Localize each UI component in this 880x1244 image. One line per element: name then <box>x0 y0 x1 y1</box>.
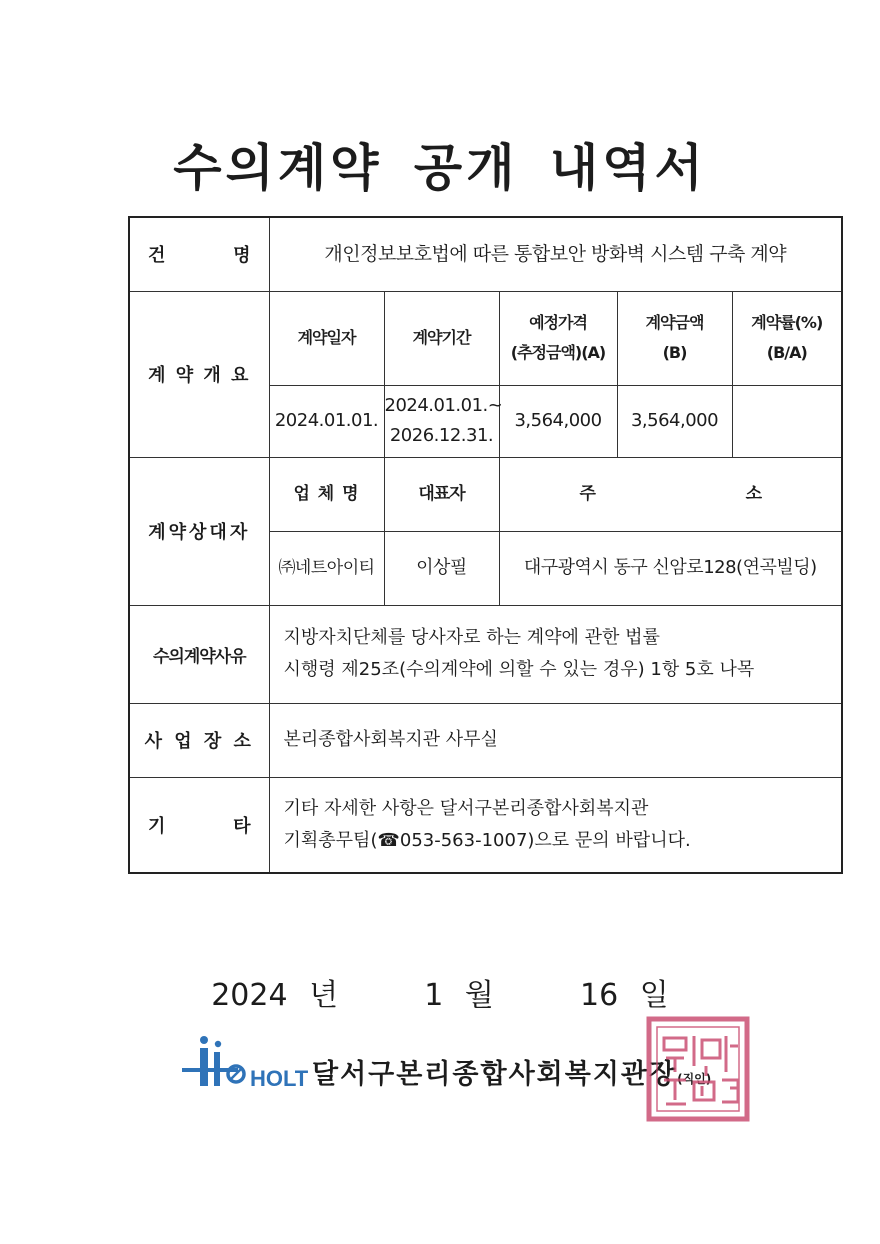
contract-amount-header-line2: (B) <box>662 343 687 362</box>
contract-amount-header <box>617 291 732 385</box>
place-row <box>129 703 842 777</box>
contract-rate-header-line2: (B/A) <box>766 343 807 362</box>
contract-period-value <box>384 385 503 457</box>
date-day-unit: 일 <box>639 978 669 1013</box>
contract-rate-header-line1: 계약률(%) <box>751 313 823 332</box>
estimated-price-header-line2: (추정금액)(A) <box>510 343 606 362</box>
estimated-price-value: 3,564,000 <box>499 385 617 457</box>
date-month-unit: 월 <box>464 978 494 1013</box>
address-header <box>499 457 842 531</box>
place-label: 사 업 장 소 <box>129 703 269 777</box>
etc-label <box>129 777 269 873</box>
document-title: 수의계약 공개 내역서 <box>173 139 707 197</box>
contract-rate-value <box>732 385 842 457</box>
place-value: 본리종합사회복지관 사무실 <box>269 703 842 777</box>
official-seal <box>646 1016 750 1122</box>
reason-line-2: 시행령 제25조(수의계약에 의할 수 있는 경우) 1항 5호 나목 <box>283 659 755 680</box>
reason-row <box>129 605 842 703</box>
seal-note: (직인) <box>677 1072 712 1086</box>
contract-rate-header <box>732 291 842 385</box>
reason-line-1: 지방자치단체를 당사자로 하는 계약에 관한 법률 <box>283 627 660 648</box>
date-year-unit: 년 <box>309 978 339 1013</box>
representative-header: 대표자 <box>384 457 499 531</box>
date-month: 1 <box>424 978 444 1013</box>
subject-label-char-1: 건 <box>148 245 166 267</box>
contract-period-header: 계약기간 <box>384 291 499 385</box>
estimated-price-header-line1: 예정가격 <box>529 313 587 332</box>
signature-block <box>180 1028 780 1128</box>
contract-table <box>128 216 843 874</box>
organization-name: 달서구본리종합사회복지관장 <box>312 1059 678 1090</box>
address-value: 대구광역시 동구 신암로128(연곡빌딩) <box>499 531 842 605</box>
contract-period-start: 2024.01.01.~ <box>384 395 503 416</box>
subject-row <box>129 217 842 291</box>
date-year: 2024 <box>211 978 288 1013</box>
reason-label: 수의계약사유 <box>129 605 269 703</box>
etc-label-char-2: 타 <box>233 815 251 837</box>
date-day: 16 <box>580 978 619 1013</box>
company-header: 업 체 명 <box>269 457 384 531</box>
address-header-char-1: 주 <box>579 484 595 504</box>
overview-label: 계 약 개 요 <box>129 291 269 457</box>
etc-value <box>269 777 842 873</box>
subject-label <box>129 217 269 291</box>
counterparty-header-row <box>129 457 842 531</box>
etc-line-1: 기타 자세한 사항은 달서구본리종합사회복지관 <box>283 797 649 819</box>
etc-label-char-1: 기 <box>148 815 166 837</box>
reason-value <box>269 605 842 703</box>
contract-amount-header-line1: 계약금액 <box>645 313 704 332</box>
contract-date-value: 2024.01.01. <box>269 385 384 457</box>
estimated-price-header <box>499 291 617 385</box>
counterparty-label: 계약상대자 <box>129 457 269 605</box>
company-value: ㈜네트아이티 <box>269 531 384 605</box>
document-date <box>0 970 880 1014</box>
contract-date-header: 계약일자 <box>269 291 384 385</box>
subject-value: 개인정보보호법에 따른 통합보안 방화벽 시스템 구축 계약 <box>269 217 842 291</box>
etc-line-2: 기획총무팀(☎053-563-1007)으로 문의 바랍니다. <box>283 829 691 851</box>
address-header-char-2: 소 <box>745 484 762 504</box>
contract-period-end: 2026.12.31. <box>389 425 494 446</box>
contract-amount-value: 3,564,000 <box>617 385 732 457</box>
holt-logo <box>180 1034 309 1094</box>
representative-value: 이상필 <box>384 531 499 605</box>
subject-label-char-2: 명 <box>233 245 251 267</box>
holt-logo-text: HOLT <box>250 1066 309 1091</box>
etc-row <box>129 777 842 873</box>
overview-header-row <box>129 291 842 385</box>
